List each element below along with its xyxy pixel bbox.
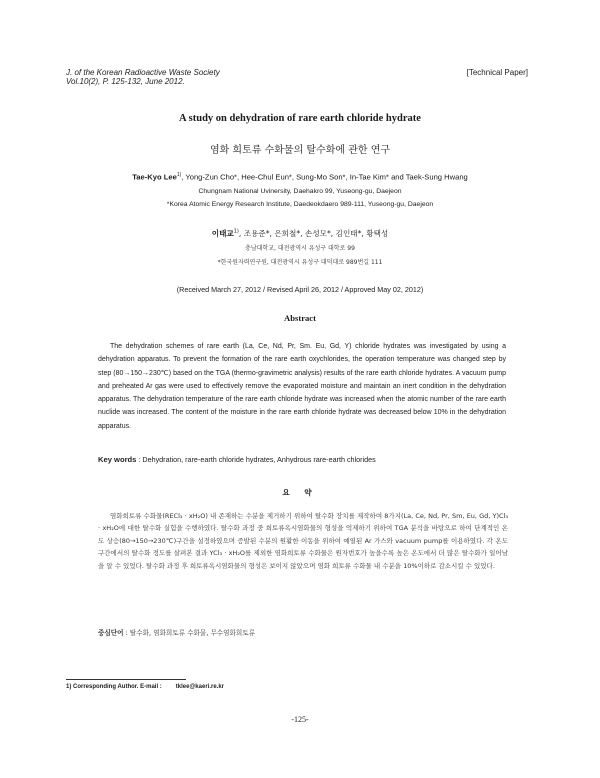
co-authors: , Yong-Zun Cho*, Hee-Chul Eun*, Sung-Mo Son*, In-Tae Kim* and Taek-Sung Hwang [181,172,468,182]
title-english: A study on dehydration of rare earth chloride hydrate [179,113,421,124]
affiliation-ko-1: 충남대학교, 대전광역시 유성구 대학로 99 [245,245,355,252]
title-korean: 염화 희토류 수화물의 탈수화에 관한 연구 [209,145,391,156]
journal-citation [66,68,220,86]
co-authors-ko: , 조용준*, 은희철*, 손성모*, 김인태*, 황택성 [238,229,389,238]
abstract-text: The dehydration schemes of rare earth (La, Ce, Nd, Pr, Sm. Eu, Gd, Y) chloride hydrates was investigated by using a dehydration apparatus. To prevent the formation of the rare earth oxychlorides, the operation temperature was changed step by step (80→150→230℃) based on the TGA (thermo-gravimetric analysis) results of the rare earth chloride hydrates. A vacuum pump and preheated Ar gas were used to effectively remove the evaporated moisture and maintain an inert condition in the dehydration apparatus. The dehydration temperature of the rare earth chloride hydrate was increased when the atomic number of the rare earth nuclide was increased. The content of the moisture in the rare earth chloride hydrate was decreased below 10% in the dehydration apparatus. [98,343,506,430]
abstract-ko-heading: 요 약 [282,488,318,497]
lead-author: Tae-Kyo Lee [132,172,177,182]
authors-korean [0,228,600,239]
abstract-ko-text: 염화희토류 수화물(RECl₃ · xH₂O) 내 존재하는 수분을 제거하기 위하여 탈수화 장치를 제작하여 8가지(La, Ce, Nd, Pr, Sm, Eu, Gd, Y)Cl₃ · xH₂O에 대한 탈수화 실험을 수행하였다. 탈수화 과정 중 희토류옥시염화물의 형성을 억제하기 위하여 TGA 분석을 바탕으로 하여 단계적인 온도 상승(80→150→230℃)구간을 설정하였으며 증발된 수분의 원활한 이동을 위하여 예열된 Ar 가스와 vacuum pump를 이용하였다. 각 온도구간에서의 탈수화 정도를 살펴본 결과 YCl₃ · xH₂O를 제외한 염화희토류 수화물은 원자번호가 높을수록 높은 온도에서 더 많은 탈수화가 일어남을 알 수 있었다. 탈수화 과정 후 희토류옥시염화물의 형성은 보이지 않았으며 염화 희토류 수화물 내 수분을 10%이하로 감소시킬 수 있었다. [98,512,508,570]
footnote [66,684,224,690]
page-number: -125- [291,715,309,724]
abstract-heading: Abstract [284,313,316,323]
keywords-ko [98,627,518,637]
journal-name: J. of the Korean Radioactive Waste Society [66,68,220,77]
footnote-label: 1) Corresponding Author. E-mail : [66,684,162,690]
authors-english [0,172,600,182]
keywords-ko-label: 중심단어 [98,629,124,637]
journal-volume: Vol.10(2), P. 125-132, June 2012. [66,77,185,86]
received-dates: (Received March 27, 2012 / Revised April 26, 2012 / Approved May 02, 2012) [176,285,424,294]
lead-author-mark: 1) [176,172,182,178]
affiliation-2: *Korea Atomic Energy Research Institute, Daedeokdaero 989-111, Yuseong-gu, Daejeon [166,201,434,208]
footnote-email: tklee@kaeri.re.kr [175,684,224,690]
affiliation-ko-2: *한국원자력연구원, 대전광역시 유성구 대덕대로 989번길 111 [217,259,383,266]
lead-author-mark-ko: 1) [233,228,239,235]
keywords-label: Key words [98,455,137,464]
paper-type: [Technical Paper] [466,68,528,77]
affiliation-1: Chungnam National Uvinersity, Daehakro 99, Yuseong-gu, Daejeon [198,188,402,195]
keywords-list: : Dehydration, rare-earth chloride hydrates, Anhydrous rare-earth chlorides [136,455,376,464]
keywords-ko-list: : 탈수화, 염화희토류 수화물, 무수염화희토류 [123,629,256,637]
footnote-divider [66,679,186,680]
keywords [98,455,518,464]
lead-author-ko: 이태교 [211,229,234,238]
